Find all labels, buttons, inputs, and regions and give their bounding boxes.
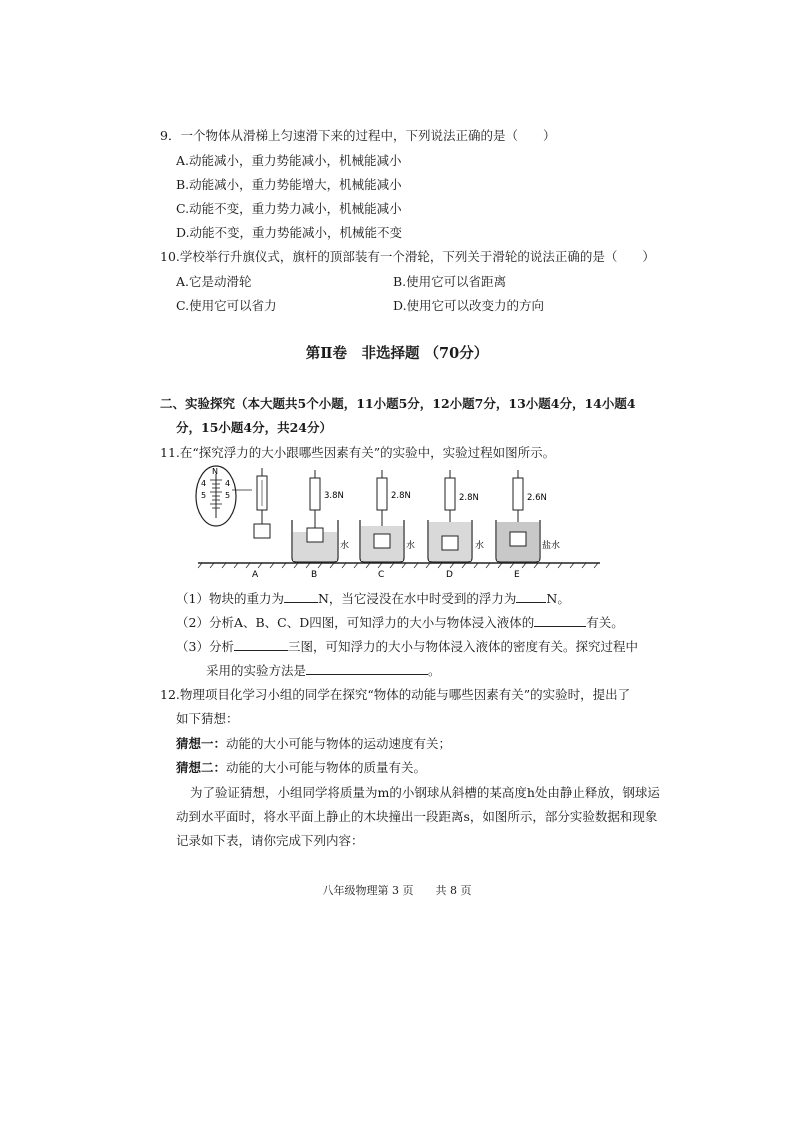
- q11-answer-factor[interactable]: [534, 614, 586, 627]
- setup-d: [428, 470, 484, 562]
- page-footer: 八年级物理第 3 页 共 8 页: [322, 884, 472, 897]
- q11-sub2-b: 有关。: [586, 615, 624, 630]
- q11-sub3-a: （3）分析: [176, 639, 234, 654]
- q12-guess2: [176, 760, 426, 776]
- label-e: E: [514, 570, 520, 580]
- setup-b: [292, 470, 349, 562]
- magnifier-right-tick-4: 4: [225, 479, 231, 488]
- q10-stem: 10.学校举行升旗仪式，旗杆的顶部装有一个滑轮，下列关于滑轮的说法正确的是（ ）: [160, 249, 655, 264]
- q12-guess2-text: 动能的大小可能与物体的质量有关。: [226, 760, 427, 775]
- q10-option-d: D.使用它可以改变力的方向: [393, 298, 545, 313]
- label-b: B: [311, 570, 318, 580]
- q11-sub1-b: N，当它浸没在水中时受到的浮力为: [317, 591, 517, 606]
- label-d: D: [446, 570, 453, 580]
- label-c: C: [378, 570, 385, 580]
- magnifier-right-tick-5: 5: [225, 491, 231, 500]
- q11-sub3: [176, 638, 638, 655]
- reading-d: 2.8N: [459, 493, 479, 503]
- reading-e: 2.6N: [527, 493, 547, 503]
- q11-sub2-a: （2）分析A、B、C、D四图，可知浮力的大小与物体浸入液体的: [176, 615, 535, 630]
- q9-option-d: D.动能不变，重力势能减小，机械能不变: [176, 225, 403, 240]
- q12-guess1: [176, 736, 451, 752]
- section-title: 第Ⅱ卷 非选择题 （70分）: [305, 345, 489, 362]
- part2-heading-line1: 二、实验探究（本大题共5个小题，11小题5分，12小题7分，13小题4分，14小题4: [160, 396, 636, 411]
- q10-option-a: A.它是动滑轮: [176, 274, 252, 289]
- q12-guess1-text: 动能的大小可能与物体的运动速度有关；: [226, 736, 452, 751]
- q12-para-line1: 为了验证猜想，小组同学将质量为m的小钢球从斜槽的某高度h处由静止释放，钢球运: [190, 785, 660, 800]
- q11-sub1-c: N。: [546, 591, 570, 606]
- q9-stem: 9．一个物体从滑梯上匀速滑下来的过程中，下列说法正确的是（ ）: [160, 128, 556, 143]
- setup-c: [360, 470, 415, 562]
- setup-e: [496, 470, 560, 562]
- q11-sub3-d: 。: [428, 663, 441, 678]
- q11-sub3-c: 采用的实验方法是: [206, 663, 307, 678]
- q11-answer-buoyancy[interactable]: [516, 590, 546, 603]
- q12-guess1-label: 猜想一：: [176, 736, 227, 751]
- liquid-c: 水: [406, 541, 416, 551]
- q11-answer-gravity[interactable]: [284, 590, 318, 603]
- q11-answer-method[interactable]: [306, 662, 428, 675]
- ground-hatching: [198, 563, 598, 568]
- q12-para-line2: 动到水平面时，将水平面上静止的木块撞出一段距离s，如图所示，部分实验数据和现象: [176, 809, 658, 824]
- buoyancy-experiment-figure: [188, 462, 608, 580]
- q9-option-c: C.动能不变，重力势力减小，机械能减小: [176, 201, 402, 216]
- q11-sub1: [176, 590, 570, 607]
- q10-option-c: C.使用它可以省力: [176, 298, 277, 313]
- q12-guess2-label: 猜想二：: [176, 760, 227, 775]
- q9-option-a: A.动能减小，重力势能减小，机械能减小: [176, 153, 402, 168]
- q12-line1: 12.物理项目化学习小组的同学在探究“物体的动能与哪些因素有关”的实验时，提出了: [160, 687, 631, 702]
- setup-a: [254, 468, 270, 538]
- label-a: A: [252, 570, 259, 580]
- magnifier-left-tick-4: 4: [201, 479, 207, 488]
- liquid-d: 水: [475, 541, 485, 551]
- q11-sub3-b: 三图，可知浮力的大小与物体浸入液体的密度有关。探究过程中: [287, 639, 638, 654]
- part2-heading-line2: 分，15小题4分，共24分）: [176, 420, 332, 435]
- q11-stem: 11.在“探究浮力的大小跟哪些因素有关”的实验中，实验过程如图所示。: [160, 445, 556, 460]
- magnifier-left-tick-5: 5: [201, 491, 207, 500]
- q11-sub3-line2: [206, 662, 441, 679]
- spring-scale-magnifier: [196, 466, 252, 526]
- magnifier-unit: N: [212, 467, 218, 476]
- reading-b: 3.8N: [324, 491, 344, 501]
- q10-option-b: B.使用它可以省距离: [393, 274, 507, 289]
- q12-line2: 如下猜想：: [176, 711, 239, 726]
- liquid-b: 水: [340, 541, 350, 551]
- reading-c: 2.8N: [391, 491, 411, 501]
- q11-answer-figures[interactable]: [234, 638, 288, 651]
- q11-sub2: [176, 614, 624, 631]
- q12-para-line3: 记录如下表，请你完成下列内容：: [176, 833, 364, 848]
- liquid-e: 盐水: [542, 541, 561, 551]
- q11-sub1-a: （1）物块的重力为: [176, 591, 284, 606]
- q9-option-b: B.动能减小，重力势能增大，机械能减小: [176, 177, 402, 192]
